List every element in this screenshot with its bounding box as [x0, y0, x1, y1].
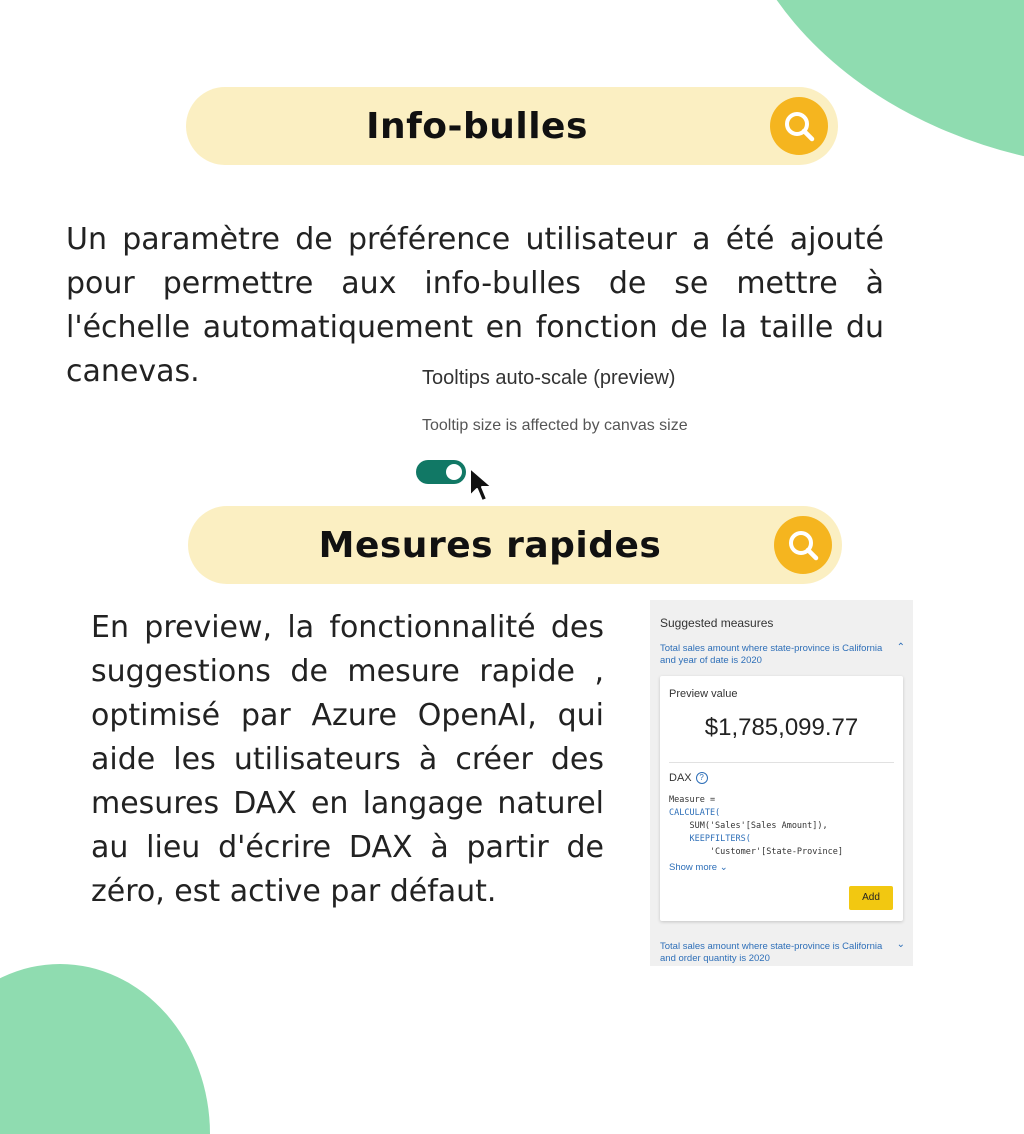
- add-button[interactable]: Add: [849, 886, 893, 910]
- code-line: 'Customer'[State-Province]: [669, 847, 843, 856]
- preview-label: Preview value: [669, 688, 738, 700]
- chevron-down-icon: ⌄: [719, 862, 728, 873]
- dax-code: [669, 794, 843, 856]
- info-bulles-paragraph: Un paramètre de préférence utilisateur a été ajouté pour permettre aux info-bulles de se mettre à l'échelle automatiquement en fonction de la taille du canevas.: [66, 222, 884, 389]
- suggestion-item-2[interactable]: Total sales amount where state-province is California and order quantity is 2020: [660, 941, 883, 964]
- show-more-label: Show more: [669, 862, 718, 873]
- mesures-rapides-paragraph: En preview, la fonctionnalité des suggestions de mesure rapide , optimisé par Azure OpenAI, qui aide les utilisateurs à créer des mesures DAX en langage naturel au lieu d'écrire DAX à partir de zéro, est active par défaut.: [91, 610, 604, 909]
- mesures-rapides-title: Mesures rapides: [318, 524, 662, 566]
- tooltip-setting-description: Tooltip size is affected by canvas size: [422, 417, 688, 434]
- mesures-rapides-header: [188, 506, 842, 584]
- search-button[interactable]: [770, 97, 828, 155]
- dax-label-row: [669, 772, 708, 784]
- search-icon: [786, 528, 820, 562]
- chevron-up-icon[interactable]: ⌃: [896, 642, 905, 653]
- code-line: SUM('Sales'[Sales Amount]),: [669, 821, 828, 831]
- chevron-down-icon[interactable]: ⌄: [896, 939, 905, 950]
- search-button[interactable]: [774, 516, 832, 574]
- tooltip-autoscale-toggle[interactable]: [416, 460, 466, 484]
- preview-value: $1,785,099.77: [704, 714, 859, 741]
- preview-card: [660, 676, 903, 921]
- code-line: Measure =: [669, 795, 716, 805]
- show-more-link[interactable]: [669, 862, 728, 873]
- info-bulles-header: [186, 87, 838, 165]
- tooltip-setting-title: Tooltips auto-scale (preview): [422, 367, 676, 389]
- mouse-cursor-icon: [468, 466, 498, 506]
- help-icon[interactable]: ?: [696, 772, 708, 784]
- code-line: KEEPFILTERS(: [669, 834, 751, 844]
- suggested-measures-panel: [650, 600, 913, 966]
- dax-label: DAX: [669, 772, 692, 784]
- decorative-blob-bottom-left: [0, 964, 210, 1134]
- search-icon: [782, 109, 816, 143]
- code-line: CALCULATE(: [669, 808, 721, 818]
- panel-header: Suggested measures: [660, 616, 774, 630]
- divider: [669, 762, 894, 763]
- info-bulles-title: Info-bulles: [366, 105, 588, 147]
- toggle-knob: [446, 464, 462, 480]
- suggestion-item-1[interactable]: Total sales amount where state-province is California and year of date is 2020: [660, 643, 883, 666]
